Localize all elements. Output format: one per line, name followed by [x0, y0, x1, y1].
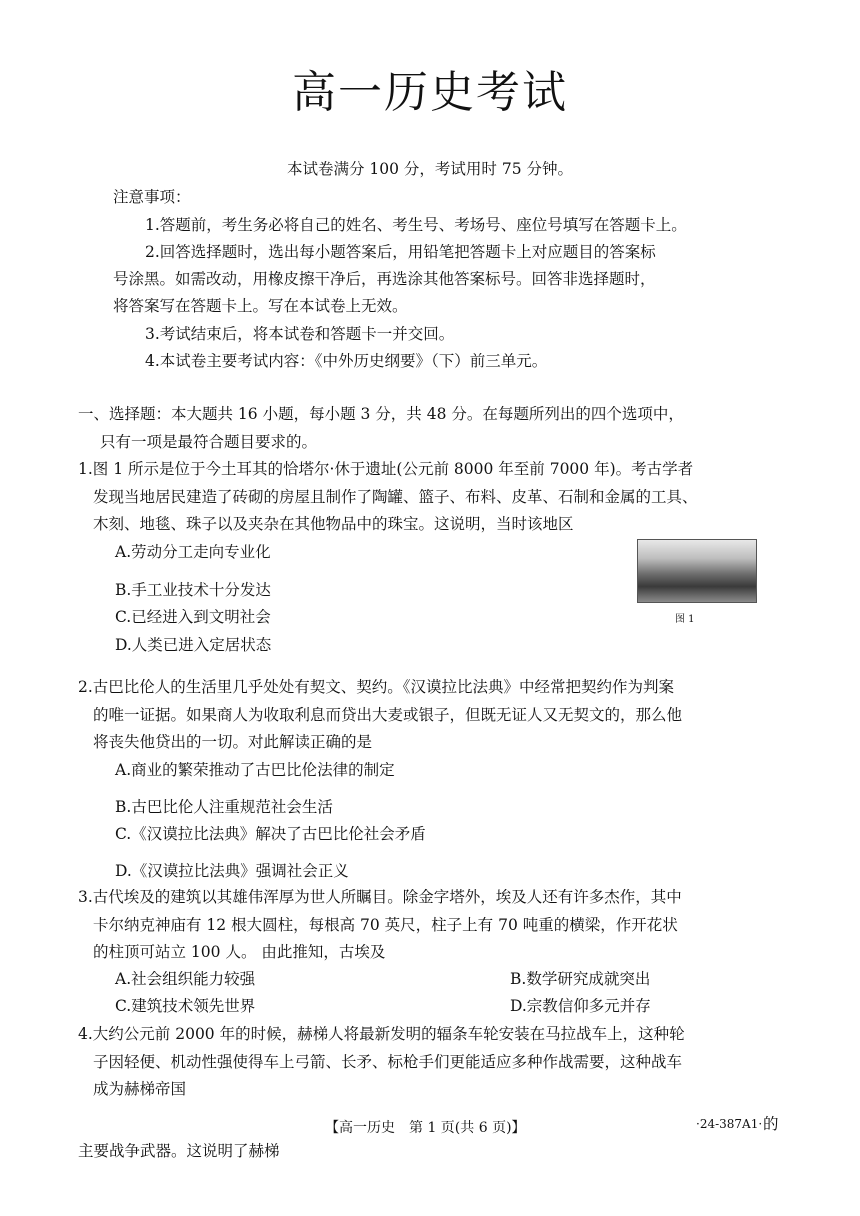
notice-item: 1.答题前，考生务必将自己的姓名、考生号、考场号、座位号填写在答题卡上。	[145, 216, 687, 234]
site-photo	[637, 539, 757, 603]
question-text: 的唯一证据。如果商人为收取利息而贷出大麦或银子，但既无证人又无契文的，那么他	[93, 706, 683, 724]
option: B.数学研究成就突出	[510, 970, 651, 988]
question-text: 4.大约公元前 2000 年的时候，赫梯人将最新发明的辐条车轮安装在马拉战车上，这种轮	[78, 1025, 685, 1043]
option: C.建筑技术领先世界	[115, 997, 256, 1015]
question-text: 子因轻便、机动性强使得车上弓箭、长矛、标枪手们更能适应多种作战需要，这种战车	[93, 1053, 683, 1071]
option: D.宗教信仰多元并存	[510, 997, 651, 1015]
question-text: 将丧失他贷出的一切。对此解读正确的是	[93, 733, 373, 751]
figure-caption: 图 1	[675, 614, 695, 625]
paper-code: ·24-387A1·	[696, 1117, 763, 1131]
option: D.人类已进入定居状态	[115, 636, 272, 654]
question-text: 卡尔纳克神庙有 12 根大圆柱，每根高 70 英尺，柱子上有 70 吨重的横梁，作开花状	[93, 916, 678, 934]
option: A.商业的繁荣推动了古巴比伦法律的制定	[115, 761, 395, 779]
question-text: 发现当地居民建造了砖砌的房屋且制作了陶罐、篮子、布料、皮革、石制和金属的工具、	[93, 488, 698, 506]
notice-item: 4.本试卷主要考试内容：《中外历史纲要》（下）前三单元。	[145, 352, 548, 370]
option: A.劳动分工走向专业化	[115, 543, 271, 561]
option: C.《汉谟拉比法典》解决了古巴比伦社会矛盾	[115, 825, 426, 843]
option: A.社会组织能力较强	[115, 970, 256, 988]
question-text: 3.古代埃及的建筑以其雄伟浑厚为世人所瞩目。除金字塔外，埃及人还有许多杰作，其中	[78, 888, 682, 906]
option: B.手工业技术十分发达	[115, 581, 271, 599]
question-text: 成为赫梯帝国	[93, 1080, 187, 1098]
section-heading: 一、选择题：本大题共 16 小题，每小题 3 分，共 48 分。在每题所列出的四个选项中，	[78, 405, 684, 423]
option: D.《汉谟拉比法典》强调社会正义	[115, 862, 349, 880]
question-text: 的柱顶可站立 100 人。 由此推知，古埃及	[93, 943, 386, 961]
overflow-text: 主要战争武器。这说明了赫梯	[78, 1142, 280, 1160]
question-text: 1.图 1 所示是位于今土耳其的恰塔尔·休于遗址(公元前 8000 年至前 7000 年)。考古学者	[78, 460, 694, 478]
notice-item: 将答案写在答题卡上。写在本试卷上无效。	[113, 297, 408, 315]
option: C.已经进入到文明社会	[115, 608, 271, 626]
option: B.古巴比伦人注重规范社会生活	[115, 798, 333, 816]
question-text: 2.古巴比伦人的生活里几乎处处有契文、契约。《汉谟拉比法典》中经常把契约作为判案	[78, 678, 675, 696]
page-footer: 【高一历史 第 1 页(共 6 页)】	[325, 1120, 526, 1136]
section-heading-cont: 只有一项是最符合题目要求的。	[100, 433, 318, 451]
notice-item: 号涂黑。如需改动，用橡皮擦干净后，再选涂其他答案标号。回答非选择题时，	[113, 270, 656, 288]
notice-item: 3.考试结束后，将本试卷和答题卡一并交回。	[145, 325, 455, 343]
question-text: 木刻、地毯、珠子以及夹杂在其他物品中的珠宝。这说明，当时该地区	[93, 515, 574, 533]
notice-heading: 注意事项：	[113, 188, 191, 206]
exam-info: 本试卷满分 100 分，考试用时 75 分钟。	[286, 160, 574, 178]
notice-item: 2.回答选择题时，选出每小题答案后，用铅笔把答题卡上对应题目的答案标	[145, 243, 656, 261]
page-title: 高一历史考试	[292, 67, 568, 118]
footer-tail: 的	[763, 1115, 779, 1133]
